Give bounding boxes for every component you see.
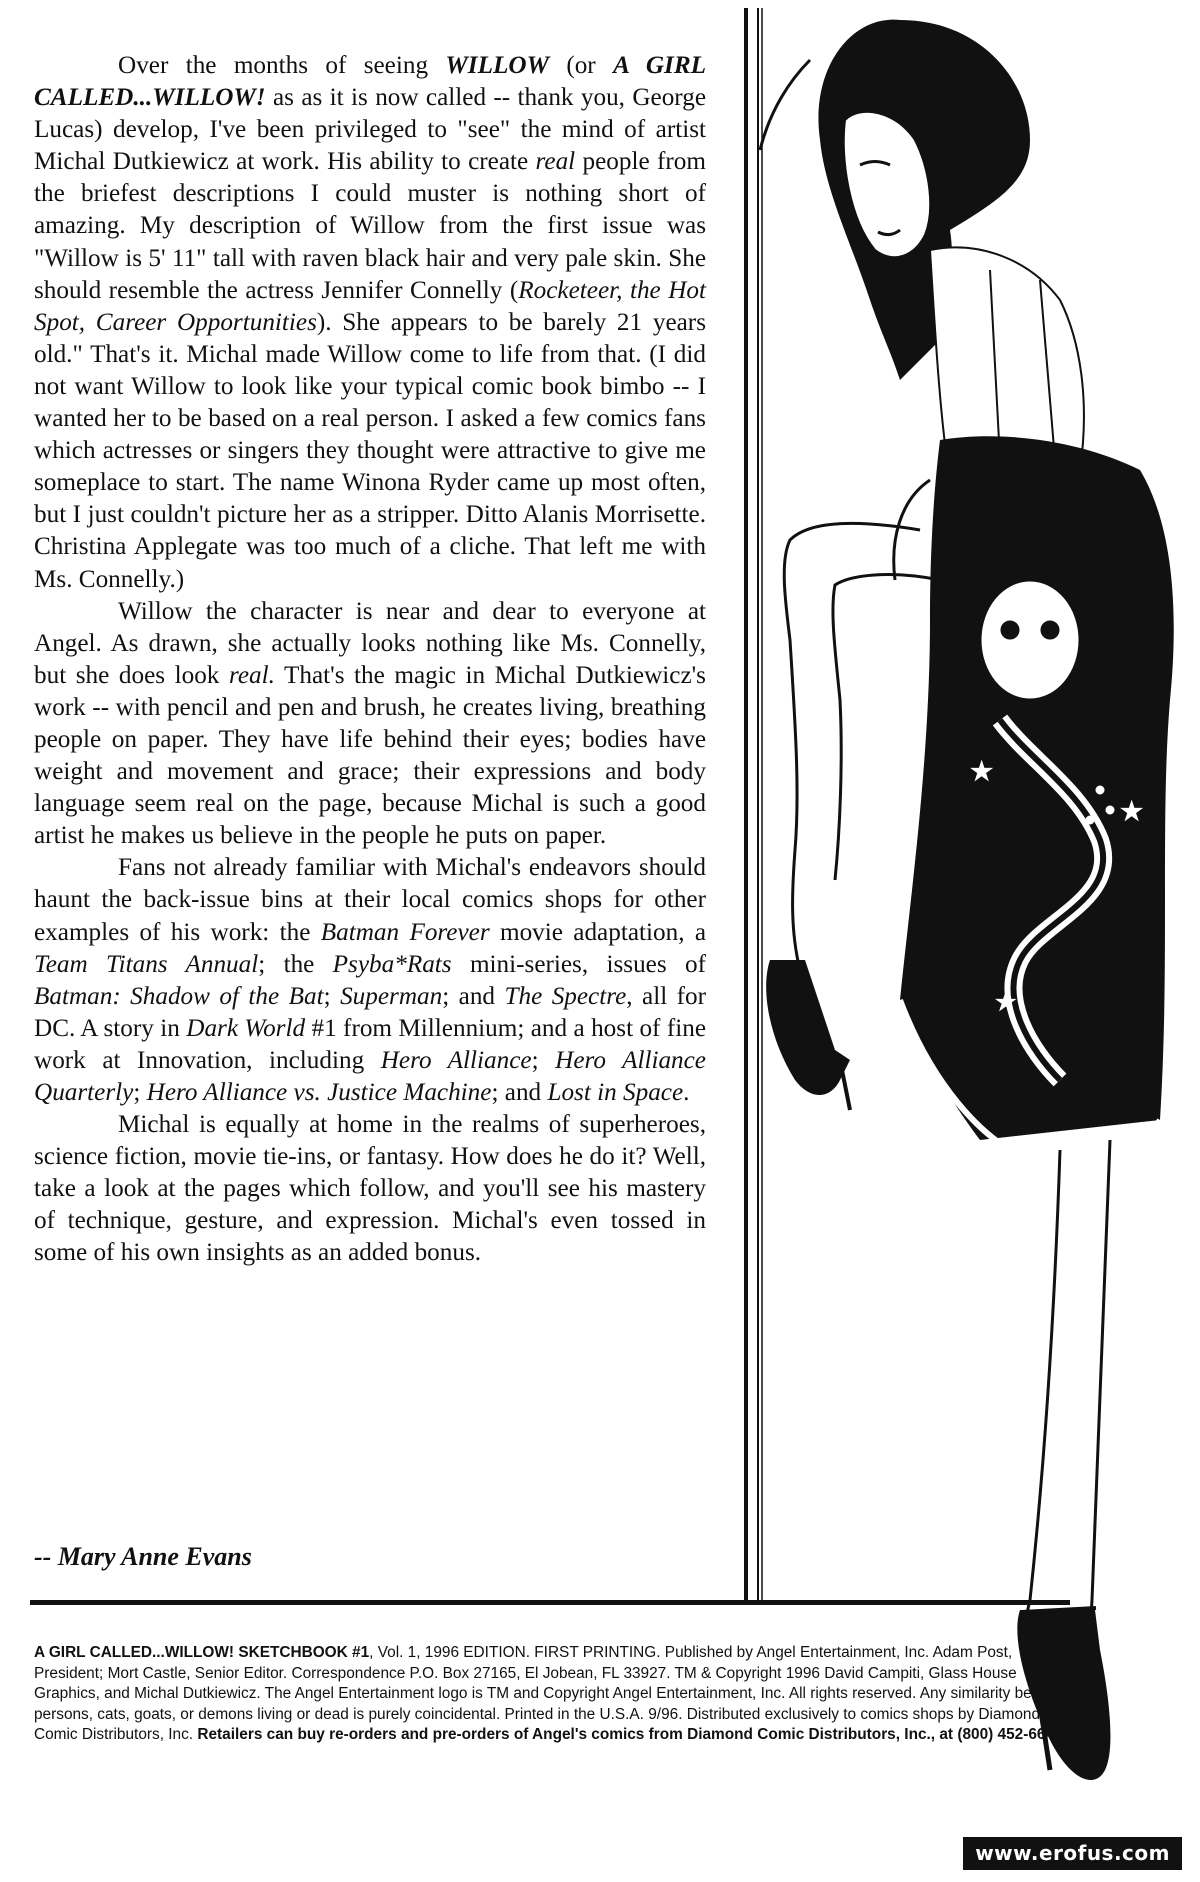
text-run: . xyxy=(683,1079,690,1106)
text-run: people from the briefest descriptions I could muster is nothing short of amazing. My description of Willow from the first issue was "Willow is 5' 11" tall with raven black hair and very pale skin. She should resemble the actress Jennifer Connelly ( xyxy=(34,148,706,304)
text-run: (or xyxy=(548,52,614,79)
text-run: Batman Forever xyxy=(320,918,490,946)
indicia-body: , Vol. 1, 1996 EDITION. FIRST PRINTING. Published by Angel Entertainment, Inc. Adam Post, President; Mort Castle, Senior Editor. Correspondence P.O. Box 27165, El Jobean, FL 33927. TM & Copyright 1996 David Campiti, Glass House Graphics, and Michal Dutkiewicz. The Angel Entertainment logo is TM and Copyright Angel Entertainment, Inc. All rights reserved. Any similarity between persons, cats, goats, or demons living or dead is purely coincidental. Printed in the U.S.A. 9/96. Distributed exclusively to comics shops by Diamond Comic Distributors, Inc. xyxy=(34,1644,1073,1744)
text-run: as as it is now called -- thank you, George Lucas) develop, I've been privileged to "see" the mind of artist Michal Dutkiewicz at work. His ability to create xyxy=(34,84,706,176)
text-run: Psyba*Rats xyxy=(332,950,452,978)
author-signoff: -- Mary Anne Evans xyxy=(34,1542,252,1571)
text-run: ; xyxy=(133,1079,147,1106)
essay-paragraph-1 xyxy=(34,50,706,596)
text-run: Superman xyxy=(340,982,443,1010)
svg-text:★: ★ xyxy=(995,988,1017,1016)
site-watermark: www.erofus.com xyxy=(963,1837,1182,1870)
text-run: Lost in Space xyxy=(547,1079,684,1106)
indicia-divider xyxy=(30,1600,1070,1605)
text-run: ). She appears to be barely 21 years old." That's it. Michal made Willow come to life from that. (I did not want Willow to look like your typical comic book bimbo -- I wanted her to be based on a real person. I asked a few comics fans which actresses or singers they thought were attractive to give me someplace to start. The name Winona Ryder came up most often, but I just couldn't picture her as a stripper. Ditto Alanis Morrisette. Christina Applegate was too much of a cliche. That left me with Ms. Connelly.) xyxy=(34,308,706,593)
text-run: Michal is equally at home in the realms of superheroes, science fiction, movie tie-ins, or fantasy. How does he do it? Well, take a look at the pages which follow, and you'll see his mastery of technique, gesture, and expression. Michal's even tossed in some of his own insights as an added bonus. xyxy=(34,1111,706,1267)
svg-text:★: ★ xyxy=(970,757,994,787)
text-run: Team Titans Annual xyxy=(34,950,259,978)
text-run: ; the xyxy=(258,950,333,978)
text-run: Willow the character is near and dear to everyone at Angel. As drawn, she actually looks nothing like Ms. Connelly, but she does look xyxy=(34,597,706,689)
text-run: , all for DC. A story in xyxy=(34,982,707,1042)
text-run: That's the magic in Michal Dutkiewicz's work -- with pencil and pen and brush, he creates living, breathing people on paper. They have life behind their eyes; bodies have weight and movement and grace; their expressions and body language seem real on the page, because Michal is such a good artist he makes us believe in the people he puts on paper. xyxy=(34,661,706,850)
text-run: #1 from Millennium; and a host of fine work at Innovation, including xyxy=(34,1014,707,1074)
essay-paragraph-3 xyxy=(34,852,706,1109)
text-run: Hero Alliance Quarterly xyxy=(34,1046,706,1106)
text-run: Fans not already familiar with Michal's endeavors should haunt the back-issue bins at their local comics shops for other examples of his work: the xyxy=(34,854,706,946)
text-run: Dark World xyxy=(186,1014,306,1042)
essay-paragraph-2 xyxy=(34,596,706,853)
essay-paragraph-4 xyxy=(34,1109,706,1269)
text-run: WILLOW xyxy=(445,52,549,79)
text-run: real xyxy=(535,148,576,176)
shoe-illustration xyxy=(766,960,850,1095)
pole-illustration xyxy=(746,8,762,1600)
text-run: ; xyxy=(323,982,341,1010)
essay-column xyxy=(34,50,706,1270)
text-run: Rocketeer, the Hot Spot, Career Opportunities xyxy=(34,276,707,336)
robe-illustration xyxy=(900,436,1174,1140)
indicia-block xyxy=(34,1643,1074,1746)
text-run: A GIRL CALLED...WILLOW! xyxy=(34,52,707,112)
indicia-title: A GIRL CALLED...WILLOW! SKETCHBOOK #1 xyxy=(34,1644,370,1661)
text-run: ; xyxy=(531,1046,556,1074)
text-run: Hero Alliance vs. Justice Machine xyxy=(146,1079,492,1106)
text-run: ; and xyxy=(491,1079,548,1106)
text-run: Batman: Shadow of the Bat xyxy=(34,982,324,1010)
text-run: The Spectre xyxy=(504,982,627,1010)
text-run: ; and xyxy=(442,982,505,1010)
text-run: movie adaptation, a xyxy=(489,918,707,946)
text-run: Hero Alliance xyxy=(380,1046,532,1074)
leg-illustration xyxy=(784,523,920,970)
text-run: Over the months of seeing xyxy=(118,52,446,79)
text-run: mini-series, issues of xyxy=(451,950,706,978)
svg-text:★: ★ xyxy=(1120,797,1144,827)
text-run: real. xyxy=(228,661,275,689)
indicia-retailers: Retailers can buy re-orders and pre-orders of Angel's comics from Diamond Comic Distributors, Inc., at (800) 452-6642. xyxy=(197,1726,1067,1744)
